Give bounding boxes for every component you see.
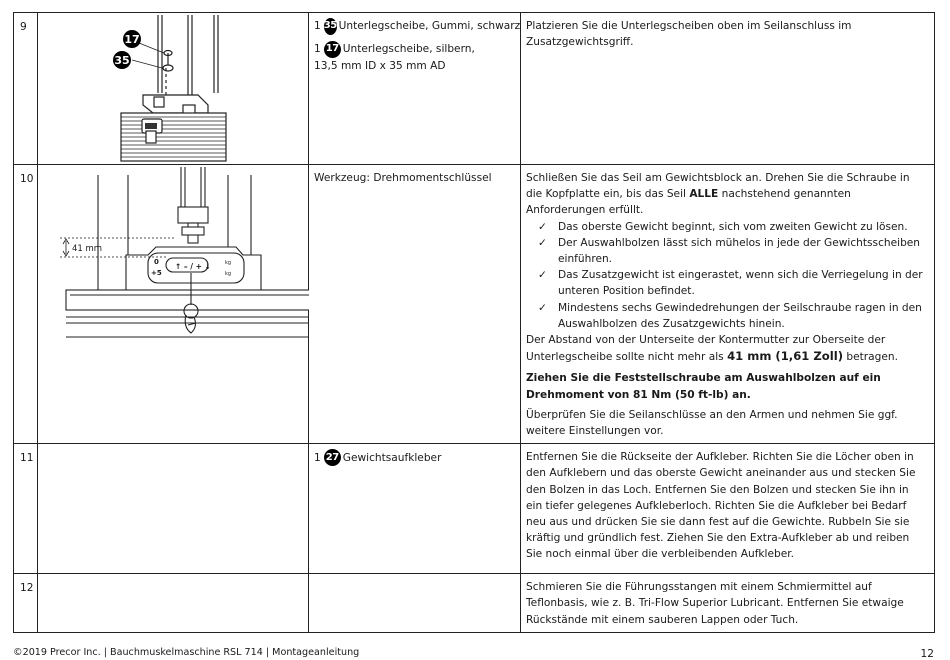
step-number: 9 [14,13,38,165]
washer-placement-illustration [38,13,309,164]
checklist-item [538,235,928,267]
step-number: 12 [14,574,38,633]
step-figure-cell [38,444,309,574]
part-badge: 27 [324,449,341,466]
distance-text-end: betragen. [843,351,898,364]
instruction-cell [521,444,935,574]
part-qty: 1 [314,43,321,56]
part-badge: 35 [324,18,337,35]
checkmark-icon: ✓ [538,236,547,249]
instruction-intro [526,170,928,219]
callout-35-label: 35 [114,54,130,67]
checkmark-icon: ✓ [538,301,547,314]
cable-adjustment-illustration [38,165,309,345]
part-badge: 17 [324,41,341,58]
checklist-item [538,219,928,235]
dimension-label: 41 mm [72,244,103,254]
checklist-text: Der Auswahlbolzen lässt sich mühelos in jede der Gewichtsscheiben einführen. [558,236,921,266]
torque-instruction: Ziehen Sie die Feststellschraube am Auswahlbolzen auf ein Drehmoment von 81 Nm (50 ft-lb) an. [526,372,881,401]
intro-text: Schließen Sie das Seil am Gewichtsblock an. Drehen Sie die Schraube in die Kopfplatte ein, bis das Seil [526,172,910,201]
part-line [314,41,516,58]
distance-value: 41 mm (1,61 Zoll) [727,349,843,364]
callout-17-label: 17 [124,33,140,46]
parts-cell [309,165,521,444]
part-description-line2: 13,5 mm ID x 35 mm AD [314,60,446,72]
step-row-9 [14,13,935,165]
step-row-11 [14,444,935,574]
tool-label: Werkzeug: Drehmomentschlüssel [314,172,492,184]
instruction-text: Entfernen Sie die Rückseite der Aufkleber. Richten Sie die Löcher oben in den Aufklebern und das oberste Gewicht aneinander aus und stecken Sie den Bolzen in das Loch. Entfernen Sie den Bolzen und stecken Sie ihn in ein tiefer gelegenes Aufkleberloch. Richten Sie die Aufkleber bei Bedarf neu aus und drücken Sie sie dann fest auf die Gewichte. Rubbeln Sie sie kräftig und gründlich fest. Ziehen Sie den Extra-Aufkleber ab und reiben Sie noch einmal über die verbleibenden Aufkleber. [526,451,916,561]
requirements-checklist [526,219,928,332]
step-number: 11 [14,444,38,574]
selector-unit-label: kg [225,271,232,277]
step-number: 10 [14,165,38,444]
step-row-12 [14,574,935,633]
selector-knob-label: ↑ – / + ↓ [175,262,211,271]
checklist-text: Das oberste Gewicht beginnt, sich vom zweiten Gewicht zu lösen. [558,220,908,233]
part-callout-17 [123,30,141,48]
selector-left-label: 0 [154,258,159,266]
checklist-item [538,300,928,332]
part-line [314,449,516,466]
parts-cell [309,574,521,633]
instruction-cell [521,165,935,444]
instruction-cell [521,574,935,633]
instruction-text: Platzieren Sie die Unterlegscheiben oben im Seilanschluss im Zusatzgewichtsgriff. [526,20,852,49]
part-description: Gewichtsaufkleber [342,451,442,464]
checklist-text: Mindestens sechs Gewindedrehungen der Seilschraube ragen in den Auswahlbolzen des Zusatzgewichts hinein. [558,301,922,330]
part-callout-35 [113,51,131,69]
checklist-text: Das Zusatzgewicht ist eingerastet, wenn sich die Verriegelung in der unteren Position befindet. [558,269,923,298]
part-line [314,18,521,35]
step-row-10 [14,165,935,444]
checkmark-icon: ✓ [538,220,547,233]
closing-instruction: Überprüfen Sie die Seilanschlüsse an den Armen und nehmen Sie ggf. weitere Einstellungen vor. [526,408,898,438]
step-figure-cell [38,13,309,165]
distance-requirement [526,332,928,365]
selector-unit-label: kg [225,260,232,266]
part-description: Unterlegscheibe, Gummi, schwarz [338,20,521,33]
selector-plus-label: +5 [151,269,162,277]
parts-cell [309,13,521,165]
page-number: 12 [920,648,934,660]
part-qty: 1 [314,451,321,464]
instruction-text: Schmieren Sie die Führungsstangen mit einem Schmiermittel auf Teflonbasis, wie z. B. Tri-Flow Superior Lubricant. Entfernen Sie etwaige Rückstände mit einem sauberen Lappen oder Tuch. [526,581,904,626]
checklist-item [538,267,928,299]
page-footer: ©2019 Precor Inc. | Bauchmuskelmaschine RSL 714 | Montageanleitung [13,647,360,658]
instruction-cell [521,13,935,165]
parts-cell [309,444,521,574]
step-figure-cell [38,574,309,633]
part-qty: 1 [314,20,321,33]
step-figure-cell [38,165,309,444]
part-description: Unterlegscheibe, silbern, [342,43,475,56]
assembly-steps-table [13,12,935,633]
checkmark-icon: ✓ [538,269,547,282]
intro-emphasis: ALLE [689,188,719,201]
intro-text-end: nachstehend genannten Anforderungen erfüllt. [526,188,851,217]
distance-text: Der Abstand von der Unterseite der Kontermutter zur Oberseite der Unterlegscheibe sollte nicht mehr als [526,334,886,364]
